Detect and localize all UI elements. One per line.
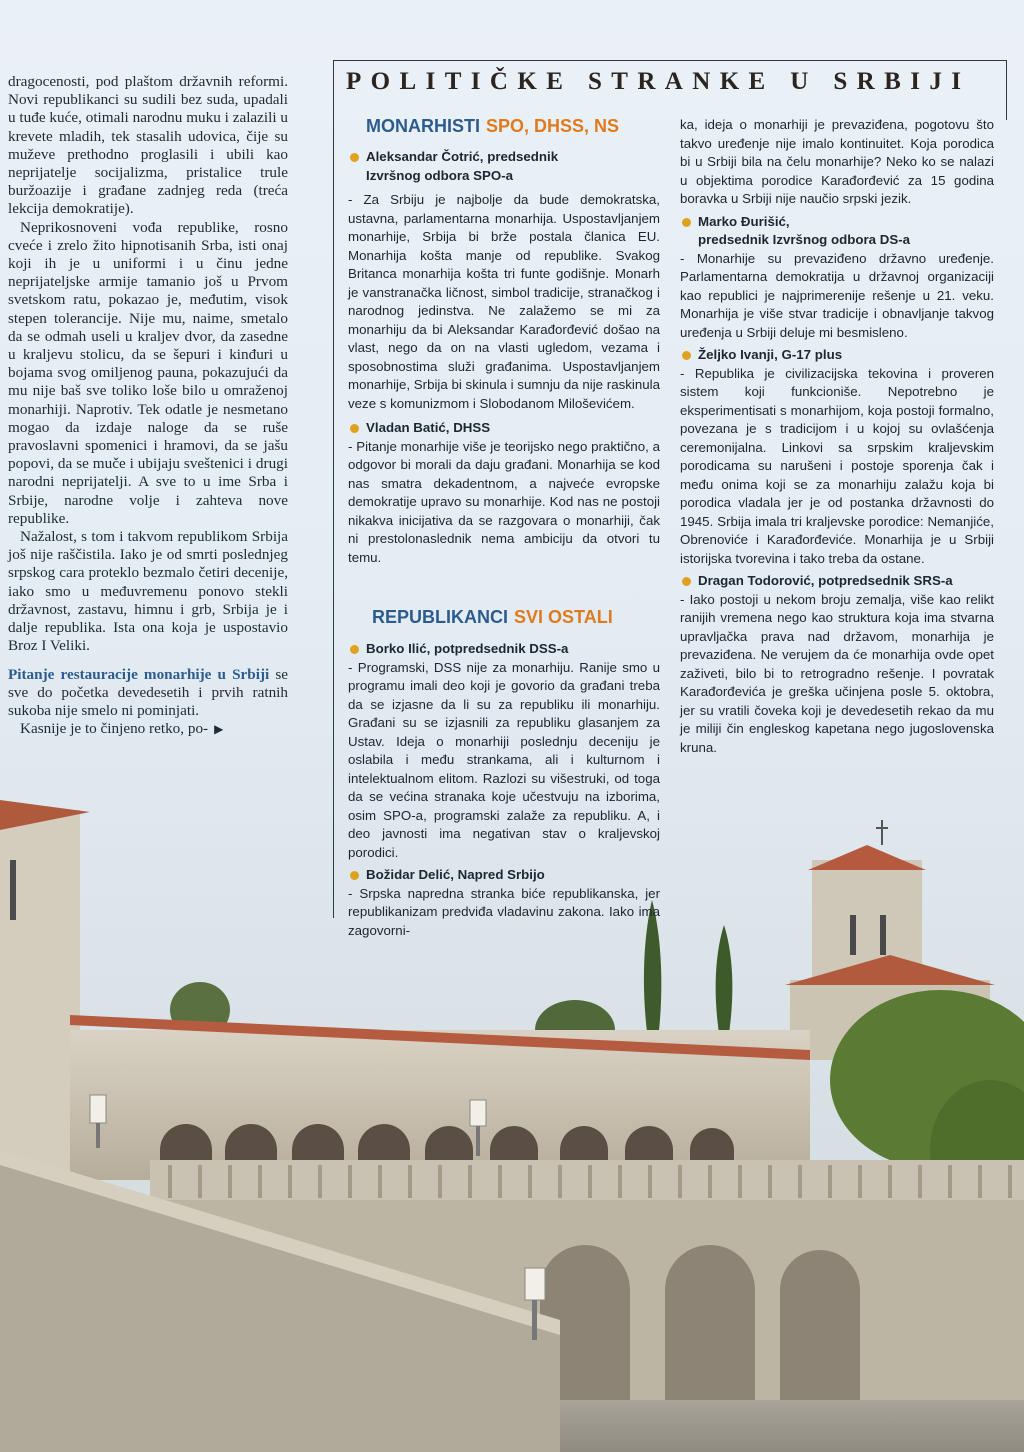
- speaker-name: Željko Ivanji, G-17 plus: [698, 347, 843, 362]
- lead-paragraph: [8, 666, 288, 721]
- bullet-icon: [682, 577, 691, 586]
- bullet-icon: [682, 351, 691, 360]
- section-title-parties: SVI OSTALI: [514, 607, 613, 627]
- left-paragraph: dragocenosti, pod plaštom državnih reformi. Novi republikanci su sudili bez suda, upadali u tuđe kuće, otimali narodnu muku i zalazili u krevete mladih, tek stasalih udovica, čije su muževe prethodno proglasili i ubili kao neprijatelje socijalizma, pristalice trule buržoazije i građane zadnjeg reda (treća lekcija demokratije).: [8, 73, 288, 218]
- speaker-djurisic: [680, 213, 994, 250]
- quote-text: - Srpska napredna stranka biće republikanska, jer republikanizam predviđa vladavinu zakona. Iako ima zagovorni-: [348, 885, 660, 938]
- speaker-todorovic: [680, 572, 994, 591]
- left-paragraph: Neprikosnoveni vođa republike, rosno cveće i zrelo žito hipnotisanih Srba, isti onaj koji ih je u uniformi i u činu jedne neprijateljske armije tamanio još u Prvom svetskom ratu, pokazao je, međutim, visok stepen tolerancije. Nije mu, naime, smetalo da se odmah useli u kraljev dvor, da zasedne u kraljevu stolicu, da se šepuri i kinđuri u bojama svog omiljenog pauna, pokazujući da mu nije baš sve toliko loše bilo u omraženoj monarhiji. Naprotiv. Tek odatle je nesmetano mogao da izdaje naloge da se ruše pravoslavni spomenici i hramovi, da se jašu popovi, da se muče i ubijaju sveštenici i drugi narodni neprijatelji. A sve to u ime Srba i Srbije, narodne volje i zahteva nove republike.: [8, 218, 288, 527]
- left-column: [8, 73, 288, 738]
- header-rule-right: [1006, 60, 1007, 120]
- right-column: [680, 116, 994, 761]
- speaker-name: Vladan Batić, DHSS: [366, 420, 491, 435]
- headline: POLITIČKE STRANKE U SRBIJI: [346, 68, 971, 95]
- speaker-ilic: [348, 640, 660, 659]
- section-title-parties: SPO, DHSS, NS: [486, 116, 620, 136]
- speaker-name: Aleksandar Čotrić, predsednik: [366, 149, 559, 164]
- speaker-name: Božidar Delić, Napred Srbijo: [366, 867, 545, 882]
- middle-column-bottom: [348, 640, 660, 944]
- section-title-republikanci: [372, 607, 613, 628]
- speaker-name: Borko Ilić, potpredsednik DSS-a: [366, 641, 569, 656]
- section-title-main: REPUBLIKANCI: [372, 607, 509, 627]
- bullet-icon: [350, 871, 359, 880]
- quote-text: - Republika je civilizacijska tekovina i proveren sistem koji funkcioniše. Nepotrebno je eksperimentisati s monarhijom, koja postoji formalno, povezana je s tradicijom i u kojoj su ovlašćenja ceremonijalna. Linkovi sa srpskim kraljevskim porodicama su narušeni i postoje sporenja čak i među onima koji se za monarhiju zalažu koja bi porodica vladala jer je od postanka državnosti do 1945. Srbija imala tri kraljevske porodice: Nemanjiće, Obrenoviće i Karađorđeviće. Monarhija je u Srbiji istorijska tvorevina i tako treba da ostane.: [680, 365, 994, 566]
- quote-text: - Iako postoji u nekom broju zemalja, više kao relikt ranijih vremena nego kao struktura koja ima stvarna upravljačka prava nad državom, monarhija je prevaziđena. Ne verujem da će monarhija ovde opet zaživeti, bilo bi to retrogradno rešenje. I povratak Karađorđevića je greška učinjena posle 5. oktobra, jer su vratili čoveka koji je devedesetih rekao da mu je miliji čin engleskog kapetana nego jugoslovenska kruna.: [680, 591, 994, 755]
- continuation-line: [8, 720, 288, 738]
- speaker-role: predsednik Izvršnog odbora DS-a: [698, 232, 911, 247]
- speaker-delic: [348, 866, 660, 885]
- header-rule: [333, 60, 1006, 61]
- column-divider: [333, 60, 334, 918]
- continued-quote: ka, ideja o monarhiji je prevaziđena, pogotovu što takvo uređenje nije imalo kontinuitet. Koja porodica bi u Srbiji bila na čelu monarhije? Neko ko se nalazi u objektima porodice Karađorđević za 15 godina boravka u Srbiji nije naučio srpski jezik.: [680, 117, 994, 206]
- continuation-text: Kasnije je to činjeno retko, po-: [20, 720, 209, 738]
- section-title-main: MONARHISTI: [366, 116, 480, 136]
- bullet-icon: [350, 424, 359, 433]
- speaker-name: Dragan Todorović, potpredsednik SRS-a: [698, 573, 953, 588]
- quote-text: - Programski, DSS nije za monarhiju. Ranije smo u programu imali deo koji je govorio da građani treba da se izjasne da li su za republiku ili monarhiju. Građani su se izjasnili za republiku glasanjem za Ustav. Ideja o monarhiji poslednju deceniju je oslabila i među strankama, ali i kulturnom i intelektualnom elitom. Razlozi su višestruki, od toga da se većina stranaka koje učestvuju na izborima, osim SPO-a, programski zalaže za republiku. A, i deo javnosti ima negativan stav o kraljevskoj porodici.: [348, 659, 660, 860]
- lead-rest-text: se sve do početka devedesetih i prvih ratnih sukoba nije smelo ni pominjati.: [8, 665, 288, 719]
- speaker-ivanji: [680, 346, 994, 365]
- bullet-icon: [682, 218, 691, 227]
- bullet-icon: [350, 153, 359, 162]
- middle-column-top: [348, 148, 660, 571]
- left-paragraph: Nažalost, s tom i takvom republikom Srbija još nije raščistila. Iako je od smrti poslednjeg srpskog cara proteklo bezmalo četiri decenije, iako smo u međuvremenu ponovo stekli državnost, zastavu, himnu i grb, Srbija je i dalje republika. Ista ona koja je uspostavio Broz I Veliki.: [8, 528, 288, 655]
- speaker-name: Marko Đurišić,: [698, 213, 790, 229]
- section-title-monarhisti: [366, 116, 619, 137]
- lead-bold-text: Pitanje restauracije monarhije u Srbiji: [8, 665, 270, 683]
- quote-text: - Pitanje monarhije više je teorijsko nego praktično, a odgovor bi morali da daju građani. Monarhija se kod nas smatra dekadentnom, a najveće evropske demokratije upravo su monarhije. Kod nas ne postoji nikakva inicijativa da se razgovara o monarhiji, čak ni prestolonaslednik nema ambiciju da otvori tu temu.: [348, 438, 660, 565]
- speaker-role: Izvršnog odbora SPO-a: [366, 167, 514, 183]
- bullet-icon: [350, 645, 359, 654]
- quote-text: - Monarhije su prevaziđeno državno uređenje. Parlamentarna demokratija u državnoj organizaciji kao republici je najprimerenije rešenje u 21. veku. Monarhija je više stvar tradicije i obnavljanje takvog uređenja u Srbiji deluje mi besmisleno.: [680, 250, 994, 340]
- continue-arrow-icon: ▶: [214, 722, 224, 737]
- quote-text: - Za Srbiju je najbolje da bude demokratska, ustavna, parlamentarna monarhija. Uspostavljanjem monarhije, Srbija bi brže postala članica EU. Monarhija košta manje od republike. Svakog Britanca monarhija košta tri funte godišnje. Monarh je vanstranačka ličnost, simbol tradicije, stranačkog i narodnog jedinstva. Ne zalažemo se mi za monarhiju da bi Aleksandar Karađorđević došao na vlast, nego da on na vlasti ugledom, vezama i sposobnostima služi građanima. Uspostavljanjem monarhije, Srbija bi skinula i sumnju da nije raskinula veze s komunizmom i Slobodanom Miloševićem.: [348, 192, 660, 411]
- speaker-cotric: [348, 148, 660, 185]
- speaker-batic: [348, 419, 660, 438]
